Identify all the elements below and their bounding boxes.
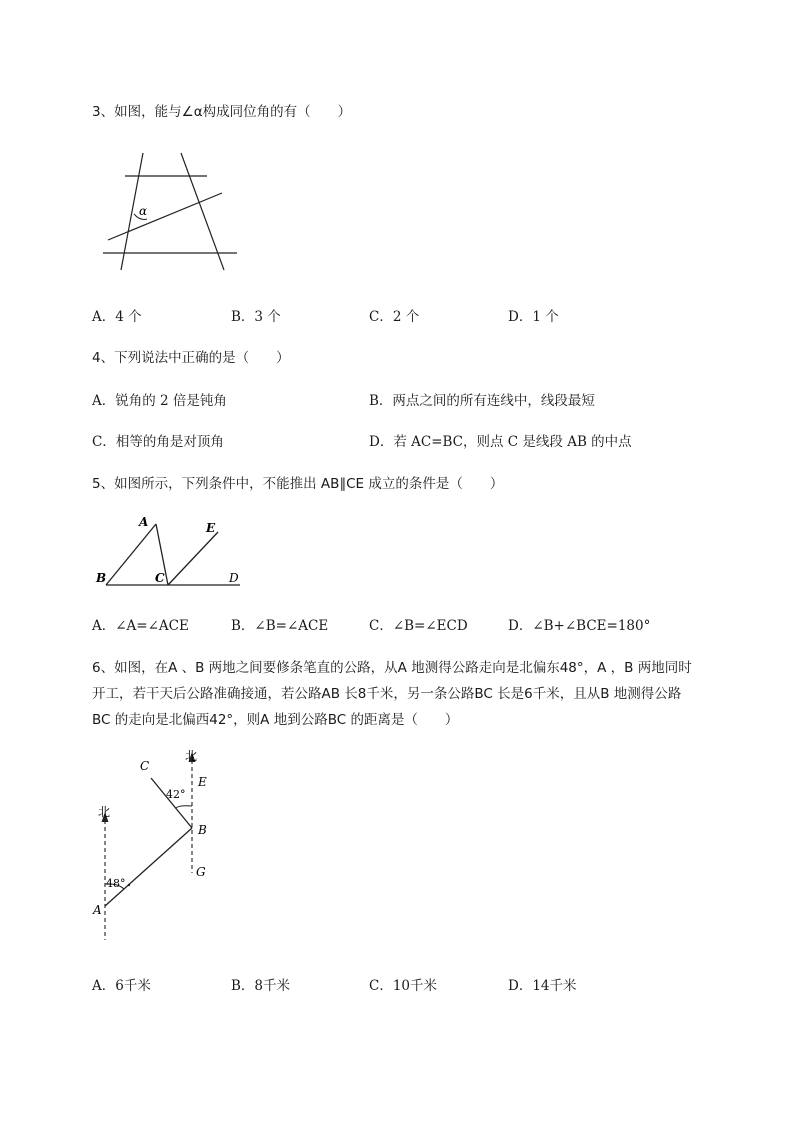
q6-label-g: G bbox=[196, 865, 206, 879]
q6-angle-42: 42° bbox=[166, 788, 186, 801]
q6-figure bbox=[90, 748, 220, 948]
q3-option-b: B．3 个 bbox=[231, 309, 281, 325]
q5-option-a: A．∠A=∠ACE bbox=[92, 618, 189, 634]
q6-stem-line3: BC 的走向是北偏西42°，则A 地到公路BC 的距离是（ ） bbox=[92, 712, 459, 728]
q5-option-c: C．∠B=∠ECD bbox=[369, 618, 468, 634]
q4-option-c: C．相等的角是对顶角 bbox=[92, 434, 224, 450]
q6-label-c: C bbox=[140, 759, 150, 773]
q5-label-a: A bbox=[139, 515, 149, 529]
q3-figure bbox=[100, 148, 240, 272]
q6-stem-line2: 开工，若干天后公路准确接通，若公路AB 长8千米，另一条公路BC 长是6千米，且从B 地测得公路 bbox=[92, 686, 682, 702]
q4-option-b: B．两点之间的所有连线中，线段最短 bbox=[369, 393, 595, 409]
q6-label-b: B bbox=[198, 823, 207, 837]
alpha-label: α bbox=[139, 204, 148, 218]
q3-stem: 3、如图，能与∠α构成同位角的有（ ） bbox=[92, 104, 352, 120]
q3-option-c: C．2 个 bbox=[369, 309, 420, 325]
q5-label-d: D bbox=[229, 571, 239, 585]
q3-option-a: A．4 个 bbox=[92, 309, 142, 325]
q6-option-a: A．6千米 bbox=[92, 978, 151, 994]
q6-stem-line1: 6、如图，在A 、B 两地之间要修条笔直的公路，从A 地测得公路走向是北偏东48°，A ，B 两地同时 bbox=[92, 660, 692, 676]
q4-stem: 4、下列说法中正确的是（ ） bbox=[92, 350, 290, 366]
q5-label-c: C bbox=[155, 571, 165, 585]
q6-label-e: E bbox=[198, 775, 207, 789]
q6-option-c: C．10千米 bbox=[369, 978, 438, 994]
q4-option-d: D．若 AC=BC，则点 C 是线段 AB 的中点 bbox=[369, 434, 632, 450]
q5-figure bbox=[92, 512, 252, 592]
q5-label-b: B bbox=[96, 571, 107, 585]
q5-stem: 5、如图所示，下列条件中，不能推出 AB∥CE 成立的条件是（ ） bbox=[92, 476, 504, 492]
q5-option-d: D．∠B+∠BCE=180° bbox=[508, 618, 651, 634]
q5-option-b: B．∠B=∠ACE bbox=[231, 618, 329, 634]
q3-option-d: D．1 个 bbox=[508, 309, 559, 325]
q6-option-b: B．8千米 bbox=[231, 978, 291, 994]
q5-label-e: E bbox=[206, 521, 216, 535]
q4-option-a: A．锐角的 2 倍是钝角 bbox=[92, 393, 227, 409]
q6-label-north-left: 北 bbox=[98, 805, 111, 819]
q6-angle-48: 48° bbox=[106, 877, 126, 890]
q6-label-a: A bbox=[93, 903, 102, 917]
q6-option-d: D．14千米 bbox=[508, 978, 577, 994]
q6-label-north-right: 北 bbox=[185, 749, 198, 763]
